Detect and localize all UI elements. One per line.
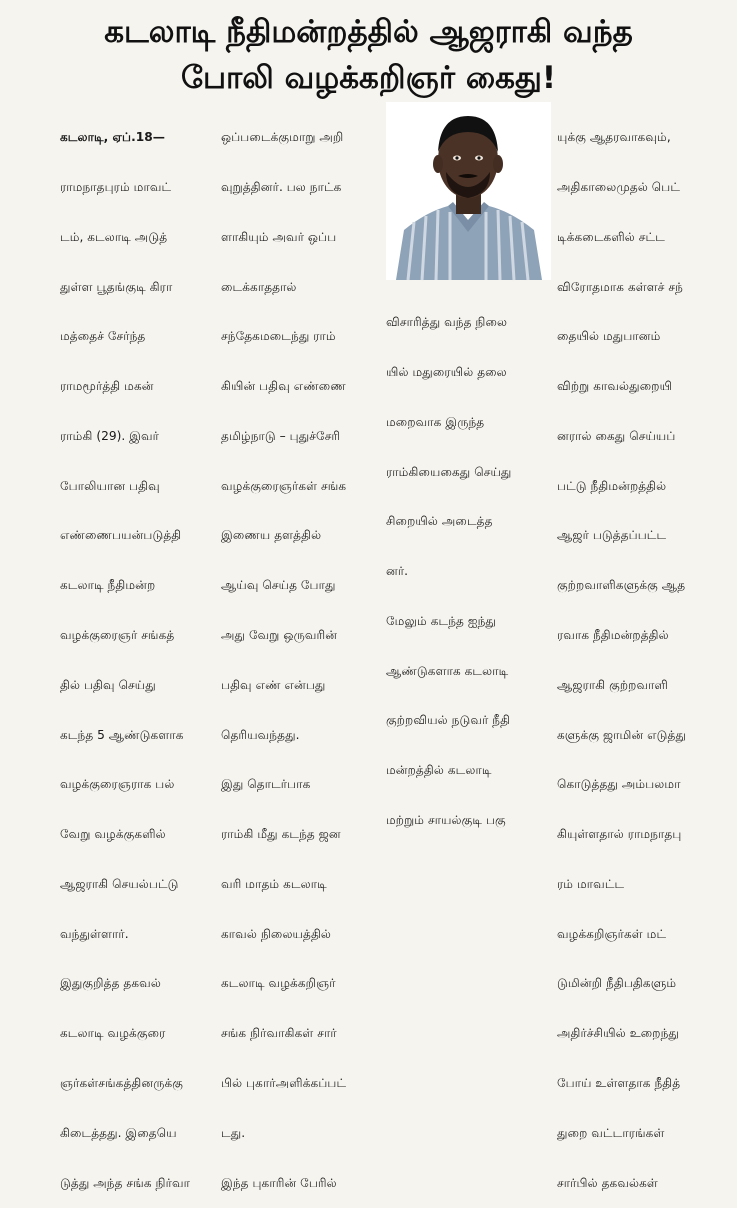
- text-line: ராம்கி (29). இவர்: [60, 428, 159, 443]
- text-line: வரி மாதம் கடலாடி: [221, 876, 327, 891]
- text-line: டுமின்றி நீதிபதிகளும்: [557, 976, 677, 991]
- text-line: ராம்கி மீது கடந்த ஜன: [221, 827, 341, 842]
- text-line: ராம்கியைகைது செய்து: [386, 464, 512, 479]
- text-line: கடலாடி நீதிமன்ற: [60, 578, 156, 593]
- accused-photo: [386, 102, 551, 280]
- text-line: வுறுத்தினர். பல நாட்க: [221, 179, 342, 194]
- text-line: பட்டு நீதிமன்றத்தில்: [557, 478, 667, 493]
- text-line: தமிழ்நாடு – புதுச்சேரி: [221, 428, 341, 443]
- text-line: ஆஜராகி செயல்பட்டு: [60, 876, 179, 891]
- text-line: வழக்கறிஞர்கள் மட்: [557, 926, 667, 941]
- text-line: யுக்கு ஆதரவாகவும்,: [557, 130, 671, 145]
- text-line: டம், கடலாடி அடுத்: [60, 229, 168, 244]
- text-line: போய் உள்ளதாக நீதித்: [557, 1076, 681, 1091]
- text-line: பில் புகார்அளிக்கப்பட்: [221, 1076, 347, 1091]
- dateline: கடலாடி, ஏப்.18—: [60, 130, 165, 145]
- text-line: இதுகுறித்த தகவல்: [60, 976, 161, 991]
- text-line: சிறையில் அடைத்த: [386, 514, 493, 529]
- text-line: பதிவு எண் என்பது: [221, 677, 326, 692]
- text-line: வந்துள்ளார்.: [60, 926, 129, 941]
- text-line: களுக்கு ஜாமின் எடுத்து: [557, 727, 687, 742]
- text-line: ரவாக நீதிமன்றத்தில்: [557, 628, 669, 642]
- text-line: னர்.: [386, 564, 409, 579]
- article-column-1: [60, 96, 210, 1190]
- text-line: ளாகியும் அவர் ஒப்ப: [221, 229, 337, 244]
- text-line: யில் மதுரையில் தலை: [386, 364, 507, 379]
- headline-line-2: போலி வழக்கறிஞர் கைது!: [180, 60, 557, 96]
- text-line: குற்றவாளிகளுக்கு ஆத: [557, 578, 686, 593]
- text-line: போலியான பதிவு: [60, 478, 160, 493]
- text-line: கியுள்ளதால் ராமநாதபு: [557, 827, 682, 842]
- article-column-4: [557, 96, 717, 1190]
- text-line: சார்பில் தகவல்கள்: [557, 1175, 658, 1190]
- text-line: கியின் பதிவு எண்ணை: [221, 379, 346, 394]
- article-column-3: [386, 281, 552, 827]
- text-line: மத்தைச் சேர்ந்த: [60, 329, 146, 344]
- text-line: சந்தேகமடைந்து ராம்: [221, 329, 336, 344]
- text-line: காவல் நிலையத்தில்: [221, 926, 332, 941]
- text-line: வழக்குரைஞர்கள் சங்க: [221, 478, 347, 493]
- text-line: தில் பதிவு செய்து: [60, 677, 156, 692]
- text-line: இது தொடர்பாக: [221, 777, 311, 792]
- text-line: வழக்குரைஞராக பல்: [60, 777, 175, 792]
- text-line: ஆண்டுகளாக கடலாடி: [386, 663, 509, 678]
- text-line: விரோதமாக கள்ளச் சந்: [557, 279, 683, 294]
- headline-line-1: கடலாடி நீதிமன்றத்தில் ஆஜராகி வந்த: [104, 14, 633, 50]
- text-line: எண்ணைபயன்படுத்தி: [60, 528, 182, 543]
- text-line: டிக்கடைகளில் சட்ட: [557, 229, 665, 244]
- text-line: விற்று காவல்துறையி: [557, 379, 673, 394]
- text-line: கிடைத்தது. இதையெ: [60, 1125, 177, 1140]
- text-line: ஒப்படைக்குமாறு அறி: [221, 130, 344, 145]
- text-line: ஆஜராகி குற்றவாளி: [557, 677, 668, 692]
- text-line: மன்றத்தில் கடலாடி: [386, 763, 492, 778]
- article-column-2: [221, 96, 381, 1190]
- text-line: இணைய தளத்தில்: [221, 528, 322, 543]
- text-line: துள்ள பூதங்குடி கிரா: [60, 279, 173, 294]
- person-portrait-image: [386, 102, 551, 280]
- text-line: டுத்து அந்த சங்க நிர்வா: [60, 1175, 191, 1190]
- text-line: விசாரித்து வந்த நிலை: [386, 315, 508, 330]
- text-line: ரம் மாவட்ட: [557, 876, 625, 891]
- text-line: டது.: [221, 1125, 246, 1140]
- text-line: தெரியவந்தது.: [221, 727, 300, 742]
- text-line: ஞர்கள்சங்கத்தினருக்கு: [60, 1076, 184, 1091]
- text-line: தையில் மதுபானம்: [557, 329, 661, 344]
- text-line: ராமமூர்த்தி மகன்: [60, 379, 154, 394]
- text-line: ஆய்வு செய்த போது: [221, 578, 336, 593]
- text-line: ராமநாதபுரம் மாவட்: [60, 179, 172, 194]
- text-line: அதிர்ச்சியில் உறைந்து: [557, 1026, 679, 1041]
- text-line: சங்க நிர்வாகிகள் சார்: [221, 1026, 337, 1041]
- text-line: கொடுத்தது அம்பலமா: [557, 777, 681, 792]
- text-line: இந்த புகாரின் பேரில்: [221, 1175, 337, 1190]
- text-line: கடலாடி வழக்குரை: [60, 1026, 166, 1041]
- text-line: கடந்த 5 ஆண்டுகளாக: [60, 727, 184, 742]
- text-line: ஆஜர் படுத்தப்பட்ட: [557, 528, 667, 543]
- text-line: மற்றும் சாயல்குடி பகு: [386, 813, 506, 827]
- text-line: மறைவாக இருந்த: [386, 414, 485, 429]
- text-line: வழக்குரைஞர் சங்கத்: [60, 628, 175, 642]
- text-line: மேலும் கடந்த ஐந்து: [386, 613, 496, 628]
- text-line: அது வேறு ஒருவரின்: [221, 628, 338, 642]
- text-line: கடலாடி வழக்கறிஞர்: [221, 976, 336, 991]
- text-line: வேறு வழக்குகளில்: [60, 827, 166, 842]
- text-line: துறை வட்டாரங்கள்: [557, 1125, 665, 1140]
- text-line: னரால் கைது செய்யப்: [557, 428, 676, 443]
- text-line: குற்றவியல் நடுவர் நீதி: [386, 713, 511, 728]
- text-line: டைக்காததால்: [221, 279, 297, 294]
- text-line: அதிகாலைமுதல் பெட்: [557, 179, 681, 194]
